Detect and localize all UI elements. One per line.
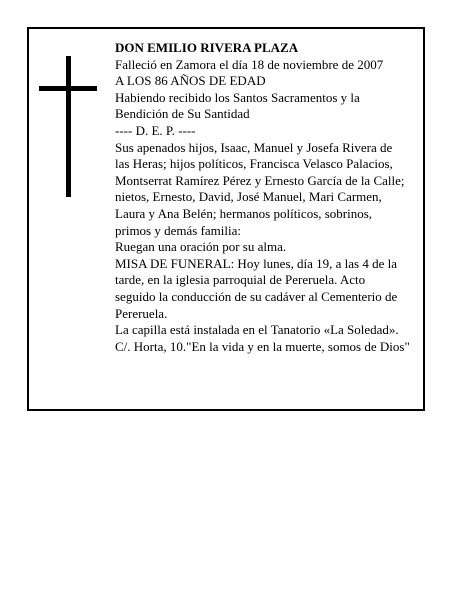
address-quote-line: C/. Horta, 10."En la vida y en la muerte, somos de Dios"	[115, 338, 410, 354]
cross-vertical-bar	[66, 56, 71, 197]
family-line-1: Sus apenados hijos, Isaac, Manuel y Josefa Rivera de	[115, 139, 393, 155]
sacraments-line-2: Bendición de Su Santidad	[115, 106, 250, 122]
family-line-2: las Heras; hijos políticos, Francisca Velasco Palacios,	[115, 156, 393, 172]
family-line-4: nietos, Ernesto, David, José Manuel, Mari Carmen,	[115, 189, 382, 205]
deceased-name: DON EMILIO RIVERA PLAZA	[115, 40, 299, 55]
funeral-line-4: Pereruela.	[115, 305, 168, 321]
family-line-6: primos y demás familia:	[115, 222, 242, 238]
cross-horizontal-bar	[39, 86, 97, 91]
prayer-line: Ruegan una oración por su alma.	[115, 239, 287, 255]
family-line-3: Montserrat Ramírez Pérez y Ernesto García de la Calle;	[115, 172, 405, 188]
funeral-line-1: MISA DE FUNERAL: Hoy lunes, día 19, a las 4 de la	[115, 255, 398, 271]
death-date-line: Falleció en Zamora el día 18 de noviembre de 2007	[115, 56, 384, 72]
notice-text	[115, 40, 427, 355]
obituary-notice	[27, 27, 425, 411]
sacraments-line-1: Habiendo recibido los Santos Sacramentos y la	[115, 89, 360, 105]
funeral-line-2: tarde, en la iglesia parroquial de Pereruela. Acto	[115, 272, 366, 288]
chapel-line: La capilla está instalada en el Tanatorio «La Soledad».	[115, 322, 399, 338]
funeral-line-3: seguido la conducción de su cadáver al Cementerio de	[115, 288, 398, 304]
rip-line: ---- D. E. P. ----	[115, 122, 196, 138]
family-line-5: Laura y Ana Belén; hermanos políticos, sobrinos,	[115, 205, 373, 221]
age-line: A LOS 86 AÑOS DE EDAD	[115, 73, 266, 89]
